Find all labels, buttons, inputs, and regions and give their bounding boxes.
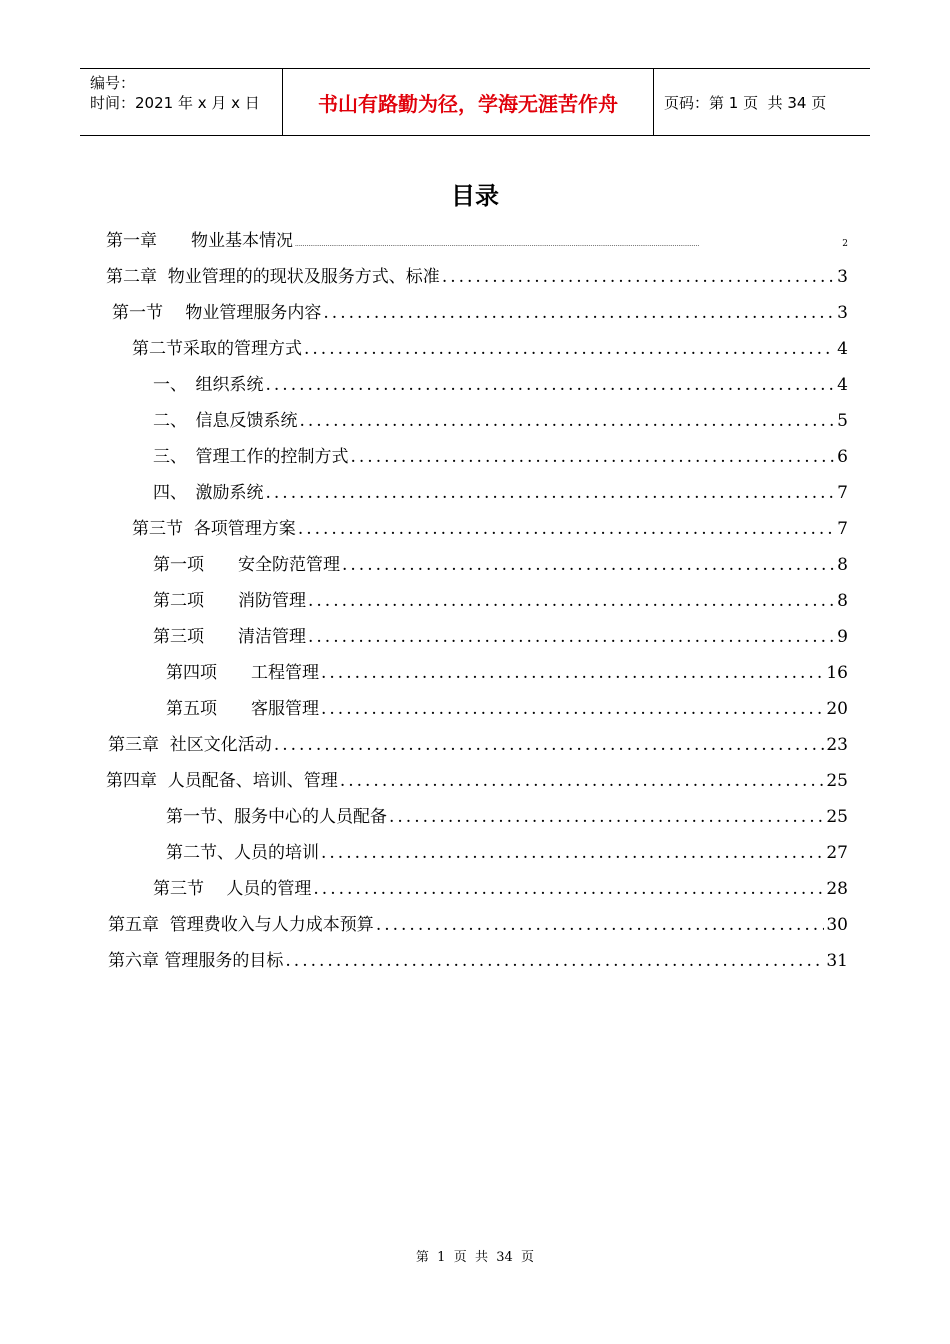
toc-entry[interactable] — [153, 550, 848, 580]
toc-entry[interactable] — [112, 298, 848, 328]
toc-dot-leader — [300, 406, 836, 436]
toc-entry-label: 第五项 客服管理 — [166, 699, 319, 719]
toc-dot-leader — [321, 658, 824, 688]
toc-entry-page: 7 — [837, 519, 848, 539]
page-info-cell — [654, 69, 870, 135]
date-label: 时间：2021 年 x 月 x 日 — [90, 94, 260, 112]
toc-entry-page: 3 — [837, 267, 848, 287]
toc-title: 目录 — [451, 182, 499, 210]
toc-dot-leader — [340, 766, 825, 796]
toc-entry-label: 第三节 人员的管理 — [153, 879, 312, 899]
toc-entry-label: 第一章 物业基本情况 — [106, 231, 293, 251]
toc-entry-label: 一、 组织系统 — [153, 375, 264, 395]
toc-entry-page: 31 — [826, 951, 848, 971]
toc-entry-page: 3 — [837, 303, 848, 323]
toc-dot-leader — [342, 550, 835, 580]
toc-entry-label: 第三章 社区文化活动 — [108, 735, 272, 755]
toc-entry-label: 四、 激励系统 — [153, 483, 264, 503]
toc-dot-leader — [389, 802, 824, 832]
toc-entry-label: 第二节采取的管理方式 — [132, 339, 302, 359]
motto-cell — [282, 69, 654, 135]
toc-entry[interactable] — [153, 622, 848, 652]
toc-dot-leader — [308, 622, 835, 652]
toc-dot-leader — [304, 334, 835, 364]
motto-text: 书山有路勤为径，学海无涯苦作舟 — [318, 91, 618, 116]
toc-dot-leader — [274, 730, 825, 760]
toc-dot-leader — [321, 838, 824, 868]
toc-dot-leader — [308, 586, 835, 616]
toc-entry-label: 第三项 清洁管理 — [153, 627, 306, 647]
toc-entry-page: 9 — [837, 627, 848, 647]
page-info-text: 页码：第 1 页 共 34 页 — [664, 93, 827, 112]
toc-entry[interactable] — [153, 586, 848, 616]
toc-dot-leader — [442, 262, 835, 292]
toc-dot-leader — [285, 946, 824, 976]
header-meta-cell — [80, 69, 282, 135]
toc-entry-label: 第三节 各项管理方案 — [132, 519, 296, 539]
toc-entry[interactable] — [108, 910, 848, 940]
toc-entry-label: 二、 信息反馈系统 — [153, 411, 298, 431]
page-footer: 第 1 页 共 34 页 — [415, 1250, 535, 1265]
toc-entry-page: 2 — [842, 239, 848, 249]
toc-entry[interactable] — [108, 730, 848, 760]
toc-entry[interactable] — [153, 442, 848, 472]
toc-entry-page: 16 — [826, 663, 848, 683]
toc-entry-page: 8 — [837, 591, 848, 611]
toc-entry-page: 5 — [837, 411, 848, 431]
toc-entry-page: 25 — [826, 807, 848, 827]
toc-entry-label: 第一节、服务中心的人员配备 — [166, 807, 387, 827]
toc-entry[interactable] — [166, 658, 848, 688]
toc-entry-page: 6 — [837, 447, 848, 467]
toc-dot-leader — [313, 874, 824, 904]
toc-entry-label: 第四项 工程管理 — [166, 663, 319, 683]
toc-entry-label: 第二章 物业管理的的现状及服务方式、标准 — [106, 267, 440, 287]
toc-entry-label: 第二项 消防管理 — [153, 591, 306, 611]
toc-entry[interactable] — [153, 874, 848, 904]
toc-entry-page: 7 — [837, 483, 848, 503]
toc-entry[interactable] — [108, 946, 848, 976]
toc-entry-label: 三、 管理工作的控制方式 — [153, 447, 349, 467]
toc-entry[interactable] — [166, 802, 848, 832]
toc-entry[interactable] — [166, 838, 848, 868]
toc-entry[interactable] — [106, 766, 848, 796]
toc-entry[interactable] — [153, 478, 848, 508]
toc-dot-leader — [266, 370, 836, 400]
toc-dot-leader — [323, 298, 835, 328]
toc-entry[interactable] — [106, 226, 848, 256]
toc-entry-page: 23 — [826, 735, 848, 755]
toc-entry-label: 第六章 管理服务的目标 — [108, 951, 284, 971]
toc-entry-page: 4 — [837, 339, 848, 359]
toc-entry-page: 28 — [826, 879, 848, 899]
toc-entry-label: 第二节、人员的培训 — [166, 843, 319, 863]
toc-dot-leader — [351, 442, 836, 472]
toc-entry-label: 第五章 管理费收入与人力成本预算 — [108, 915, 374, 935]
toc-entry-page: 30 — [826, 915, 848, 935]
toc-entry[interactable] — [132, 334, 848, 364]
serial-number-label: 编号： — [90, 74, 136, 92]
header-table — [80, 68, 870, 136]
toc-entry[interactable] — [166, 694, 848, 724]
toc-entry[interactable] — [153, 406, 848, 436]
toc-entry-label: 第四章 人员配备、培训、管理 — [106, 771, 338, 791]
toc-entry-page: 20 — [826, 699, 848, 719]
toc-dot-leader — [321, 694, 824, 724]
toc-entry[interactable] — [132, 514, 848, 544]
toc-dot-leader — [266, 478, 836, 508]
toc-dot-leader — [376, 910, 825, 940]
toc-dot-leader — [298, 514, 835, 544]
toc-entry-label: 第一节 物业管理服务内容 — [112, 303, 322, 323]
toc-entry-page: 25 — [826, 771, 848, 791]
toc-entry-page: 4 — [837, 375, 848, 395]
toc-entry[interactable] — [153, 370, 848, 400]
toc-entry-label: 第一项 安全防范管理 — [153, 555, 340, 575]
toc-dot-leader — [295, 230, 840, 260]
toc-entry-page: 8 — [837, 555, 848, 575]
toc-entry-page: 27 — [826, 843, 848, 863]
toc-entry[interactable] — [106, 262, 848, 292]
